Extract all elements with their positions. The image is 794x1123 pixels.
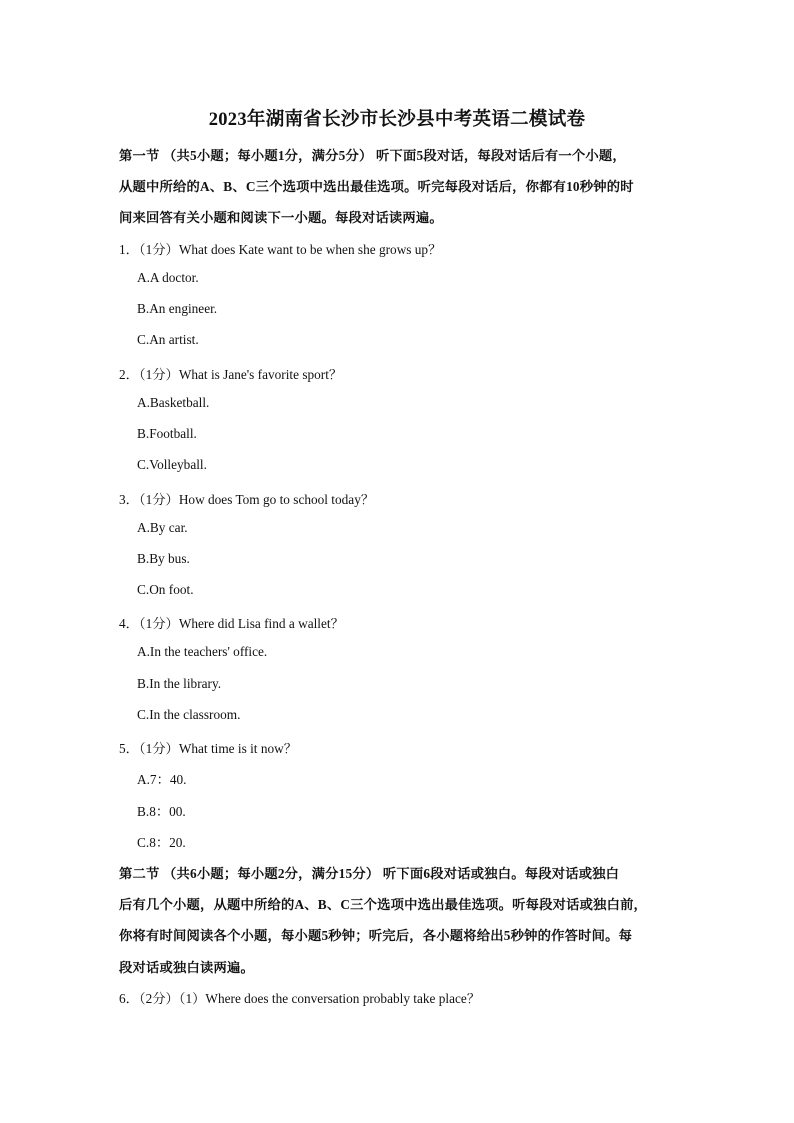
section2-line-2: 后有几个小题，从题中所给的A、B、C三个选项中选出最佳选项。听每段对话或独白前， xyxy=(119,897,648,912)
section1-line-1: 第一节 （共5小题；每小题1分，满分5分） 听下面5段对话，每段对话后有一个小题， xyxy=(119,148,626,163)
question-4-option-a: A.In the teachers' office. xyxy=(137,644,268,659)
question-4-option-c: C.In the classroom. xyxy=(137,707,241,722)
question-2-option-c: C.Volleyball. xyxy=(137,457,207,472)
question-2-option-b: B.Football. xyxy=(137,426,197,441)
section1-line-3: 间来回答有关小题和阅读下一小题。每段对话读两遍。 xyxy=(119,210,443,225)
question-1-option-a: A.A doctor. xyxy=(137,270,199,285)
section2-line-4: 段对话或独白读两遍。 xyxy=(119,960,254,975)
question-1-option-c: C.An artist. xyxy=(137,332,199,347)
section2-line-1: 第二节 （共6小题；每小题2分，满分15分） 听下面6段对话或独白。每段对话或独白 xyxy=(119,866,620,881)
question-3-option-b: B.By bus. xyxy=(137,551,190,566)
question-5-stem: 5．（1分）What time is it now？ xyxy=(119,741,298,756)
question-3-stem: 3．（1分）How does Tom go to school today？ xyxy=(119,492,375,507)
section1-line-2: 从题中所给的A、B、C三个选项中选出最佳选项。听完每段对话后，你都有10秒钟的时 xyxy=(119,179,634,194)
question-1-stem: 1．（1分）What does Kate want to be when she grows up？ xyxy=(119,242,442,257)
question-1-option-b: B.An engineer. xyxy=(137,301,218,316)
question-4-option-b: B.In the library. xyxy=(137,676,222,691)
question-6-stem: 6．（2分）（1）Where does the conversation probably take place？ xyxy=(119,991,481,1006)
question-3-option-a: A.By car. xyxy=(137,520,188,535)
question-2-stem: 2．（1分）What is Jane's favorite sport？ xyxy=(119,367,343,382)
question-2-option-a: A.Basketball. xyxy=(137,395,210,410)
section2-line-3: 你将有时间阅读各个小题，每小题5秒钟；听完后，各小题将给出5秒钟的作答时间。每 xyxy=(119,928,633,943)
question-4-stem: 4．（1分）Where did Lisa find a wallet？ xyxy=(119,616,344,631)
question-3-option-c: C.On foot. xyxy=(137,582,194,597)
question-5-option-c: C.8：20. xyxy=(137,835,186,850)
exam-title: 2023年湖南省长沙市长沙县中考英语二模试卷 xyxy=(208,110,586,130)
question-5-option-b: B.8：00. xyxy=(137,804,186,819)
question-5-option-a: A.7：40. xyxy=(137,772,187,787)
